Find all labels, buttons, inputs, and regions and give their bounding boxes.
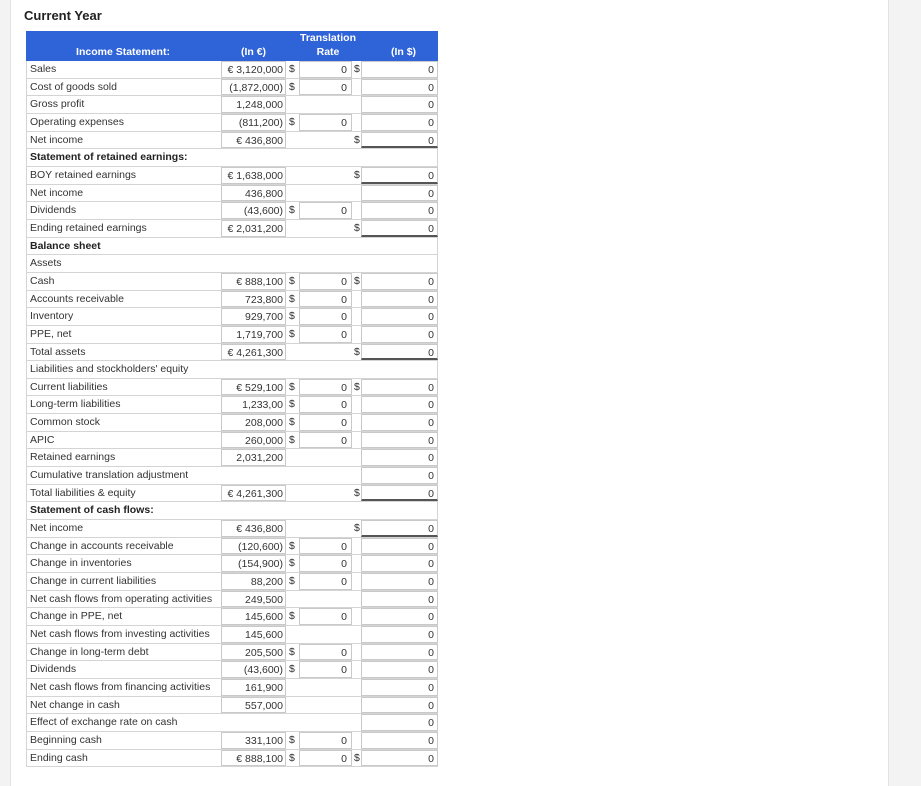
eur-amount[interactable]: € 2,031,200 xyxy=(221,220,286,237)
eur-amount[interactable]: 249,500 xyxy=(221,591,286,608)
table-row xyxy=(26,185,438,203)
rate-dollar-sign: $ xyxy=(289,380,295,393)
table-row xyxy=(26,750,438,768)
eur-amount[interactable]: (1,872,000) xyxy=(221,79,286,96)
translation-rate-input xyxy=(299,485,352,502)
table-row xyxy=(26,414,438,432)
usd-amount-input xyxy=(361,149,438,166)
rate-dollar-sign xyxy=(287,255,299,272)
eur-amount[interactable]: (43,600) xyxy=(221,202,286,219)
header-usd: (In $) xyxy=(390,46,417,58)
rate-dollar-sign xyxy=(287,220,299,237)
table-row xyxy=(26,697,438,715)
translation-rate-input xyxy=(299,149,352,166)
rate-dollar-sign xyxy=(287,167,299,184)
table-row xyxy=(26,326,438,344)
row-label: Dividends xyxy=(26,661,220,678)
table-row xyxy=(26,379,438,397)
table-row xyxy=(26,361,438,379)
usd-amount-input[interactable]: 0 xyxy=(361,467,438,484)
rate-dollar-sign: $ xyxy=(289,751,295,764)
row-label: Balance sheet xyxy=(26,238,220,255)
translation-rate-input xyxy=(299,167,352,184)
table-row xyxy=(26,467,438,485)
translation-rate-input[interactable]: 0 xyxy=(299,661,352,678)
row-label: Sales xyxy=(26,61,220,78)
usd-amount-input[interactable]: 0 xyxy=(361,273,438,290)
table-row xyxy=(26,220,438,238)
rate-dollar-sign xyxy=(287,626,299,643)
translation-rate-input xyxy=(299,520,352,537)
eur-amount[interactable]: 436,800 xyxy=(221,185,286,202)
row-label: APIC xyxy=(26,432,220,449)
usd-dollar-sign: $ xyxy=(354,63,360,75)
eur-amount[interactable]: 557,000 xyxy=(221,697,286,714)
eur-amount xyxy=(221,361,286,378)
row-label: Net change in cash xyxy=(26,697,220,714)
table-row xyxy=(26,714,438,732)
usd-amount-input[interactable]: 0 xyxy=(361,61,438,78)
rate-dollar-sign xyxy=(287,502,299,519)
translation-rate-input xyxy=(299,344,352,361)
row-label: Change in current liabilities xyxy=(26,573,220,590)
row-label: Beginning cash xyxy=(26,732,220,749)
usd-amount-input[interactable]: 0 xyxy=(361,520,438,537)
eur-amount[interactable]: 723,800 xyxy=(221,291,286,308)
rate-dollar-sign: $ xyxy=(289,327,295,340)
translation-rate-input[interactable]: 0 xyxy=(299,308,352,325)
table-row xyxy=(26,344,438,362)
row-label: Retained earnings xyxy=(26,449,220,466)
usd-amount-input[interactable]: 0 xyxy=(361,379,438,396)
table-row xyxy=(26,202,438,220)
usd-amount-input xyxy=(361,238,438,255)
table-row xyxy=(26,502,438,520)
row-label: BOY retained earnings xyxy=(26,167,220,184)
translation-rate-input[interactable]: 0 xyxy=(299,732,352,749)
rate-dollar-sign: $ xyxy=(289,663,295,676)
usd-amount-input[interactable]: 0 xyxy=(361,538,438,555)
eur-amount[interactable]: (154,900) xyxy=(221,555,286,572)
usd-dollar-sign: $ xyxy=(354,345,360,358)
usd-amount-input[interactable]: 0 xyxy=(361,79,438,96)
translation-rate-input[interactable]: 0 xyxy=(299,326,352,343)
table-row xyxy=(26,732,438,750)
usd-amount-input[interactable]: 0 xyxy=(361,414,438,431)
table-row xyxy=(26,644,438,662)
usd-amount-input xyxy=(361,255,438,272)
rate-dollar-sign: $ xyxy=(289,274,295,287)
usd-amount-input[interactable]: 0 xyxy=(361,750,438,767)
usd-amount-input[interactable]: 0 xyxy=(361,644,438,661)
translation-rate-input xyxy=(299,185,352,202)
rate-dollar-sign: $ xyxy=(289,398,295,411)
rate-dollar-sign: $ xyxy=(289,433,295,446)
eur-amount[interactable]: 205,500 xyxy=(221,644,286,661)
eur-amount[interactable]: 929,700 xyxy=(221,308,286,325)
usd-amount-input[interactable]: 0 xyxy=(361,485,438,502)
eur-amount[interactable]: (811,200) xyxy=(221,114,286,131)
table-row xyxy=(26,538,438,556)
rate-dollar-sign xyxy=(287,467,299,484)
rate-dollar-sign xyxy=(287,591,299,608)
usd-amount-input xyxy=(361,361,438,378)
translation-rate-input xyxy=(299,449,352,466)
usd-dollar-sign: $ xyxy=(354,751,360,764)
rate-dollar-sign xyxy=(287,449,299,466)
row-label: Net income xyxy=(26,132,220,149)
header-translation: Translation xyxy=(299,32,356,44)
page-title: Current Year xyxy=(24,8,102,23)
row-label: Net cash flows from operating activities xyxy=(26,591,220,608)
table-row xyxy=(26,238,438,256)
row-label: Long-term liabilities xyxy=(26,396,220,413)
row-label: Cost of goods sold xyxy=(26,79,220,96)
translation-rate-input xyxy=(299,96,352,113)
eur-amount[interactable]: € 3,120,000 xyxy=(221,61,286,78)
usd-amount-input xyxy=(361,502,438,519)
translation-rate-input[interactable]: 0 xyxy=(299,114,352,131)
header-rate: Rate xyxy=(316,46,340,58)
translation-rate-input xyxy=(299,361,352,378)
usd-amount-input[interactable]: 0 xyxy=(361,573,438,590)
translation-rate-input xyxy=(299,255,352,272)
row-label: Net cash flows from financing activities xyxy=(26,679,220,696)
row-label: Change in long-term debt xyxy=(26,644,220,661)
rate-dollar-sign: $ xyxy=(289,310,295,323)
usd-amount-input[interactable]: 0 xyxy=(361,697,438,714)
eur-amount[interactable]: 2,031,200 xyxy=(221,449,286,466)
row-label: Ending cash xyxy=(26,750,220,767)
eur-amount[interactable]: 260,000 xyxy=(221,432,286,449)
row-label: Assets xyxy=(26,255,220,272)
rate-dollar-sign xyxy=(287,679,299,696)
translation-rate-input[interactable]: 0 xyxy=(299,608,352,625)
table-row xyxy=(26,626,438,644)
rate-dollar-sign xyxy=(287,714,299,731)
translation-rate-input xyxy=(299,502,352,519)
usd-dollar-sign: $ xyxy=(354,522,360,535)
table-row xyxy=(26,449,438,467)
header-income-statement: Income Statement: xyxy=(76,46,170,58)
translation-rate-input xyxy=(299,591,352,608)
translation-rate-input[interactable]: 0 xyxy=(299,61,352,78)
row-label: Net income xyxy=(26,185,220,202)
row-label: Total liabilities & equity xyxy=(26,485,220,502)
row-label: Change in inventories xyxy=(26,555,220,572)
eur-amount xyxy=(221,255,286,272)
usd-amount-input[interactable]: 0 xyxy=(361,114,438,131)
row-label: Current liabilities xyxy=(26,379,220,396)
usd-dollar-sign: $ xyxy=(354,168,360,181)
translation-rate-input[interactable]: 0 xyxy=(299,202,352,219)
rate-dollar-sign: $ xyxy=(289,115,295,128)
rate-dollar-sign: $ xyxy=(289,539,295,552)
eur-amount[interactable]: € 436,800 xyxy=(221,132,286,149)
eur-amount[interactable]: € 888,100 xyxy=(221,750,286,767)
usd-amount-input[interactable]: 0 xyxy=(361,344,438,361)
table-row xyxy=(26,96,438,114)
eur-amount[interactable]: (43,600) xyxy=(221,661,286,678)
rate-dollar-sign xyxy=(287,185,299,202)
usd-amount-input[interactable]: 0 xyxy=(361,432,438,449)
translation-rate-input xyxy=(299,679,352,696)
row-label: Liabilities and stockholders' equity xyxy=(26,361,220,378)
translation-rate-input[interactable]: 0 xyxy=(299,79,352,96)
usd-amount-input[interactable]: 0 xyxy=(361,326,438,343)
table-row xyxy=(26,291,438,309)
rate-dollar-sign xyxy=(287,96,299,113)
eur-amount xyxy=(221,238,286,255)
translation-rate-input[interactable]: 0 xyxy=(299,414,352,431)
usd-dollar-sign: $ xyxy=(354,380,360,393)
usd-amount-input[interactable]: 0 xyxy=(361,591,438,608)
eur-amount[interactable]: 145,600 xyxy=(221,608,286,625)
row-label: Statement of cash flows: xyxy=(26,502,220,519)
table-row xyxy=(26,255,438,273)
rate-dollar-sign: $ xyxy=(289,610,295,623)
usd-dollar-sign: $ xyxy=(354,133,360,146)
table-row xyxy=(26,114,438,132)
row-label: Common stock xyxy=(26,414,220,431)
eur-amount[interactable]: 331,100 xyxy=(221,732,286,749)
table-row xyxy=(26,396,438,414)
row-label: Change in accounts receivable xyxy=(26,538,220,555)
translation-rate-input xyxy=(299,220,352,237)
rate-dollar-sign: $ xyxy=(289,416,295,429)
row-label: Statement of retained earnings: xyxy=(26,149,220,166)
rate-dollar-sign: $ xyxy=(289,557,295,570)
row-label: Change in PPE, net xyxy=(26,608,220,625)
rate-dollar-sign: $ xyxy=(289,204,295,217)
row-label: Accounts receivable xyxy=(26,291,220,308)
table-row xyxy=(26,555,438,573)
table-row xyxy=(26,573,438,591)
usd-amount-input[interactable]: 0 xyxy=(361,96,438,113)
table-row xyxy=(26,608,438,626)
translation-rate-input xyxy=(299,697,352,714)
row-label: PPE, net xyxy=(26,326,220,343)
rate-dollar-sign xyxy=(287,697,299,714)
translation-rate-input[interactable]: 0 xyxy=(299,538,352,555)
translation-rate-input xyxy=(299,238,352,255)
eur-amount[interactable]: 1,233,00 xyxy=(221,396,286,413)
eur-amount[interactable]: 1,719,700 xyxy=(221,326,286,343)
eur-amount xyxy=(221,149,286,166)
row-label: Effect of exchange rate on cash xyxy=(26,714,220,731)
usd-amount-input[interactable]: 0 xyxy=(361,714,438,731)
translation-rate-input[interactable]: 0 xyxy=(299,555,352,572)
usd-amount-input[interactable]: 0 xyxy=(361,291,438,308)
table-row xyxy=(26,485,438,503)
usd-amount-input[interactable]: 0 xyxy=(361,626,438,643)
table-row xyxy=(26,432,438,450)
eur-amount xyxy=(221,502,286,519)
usd-amount-input[interactable]: 0 xyxy=(361,732,438,749)
usd-amount-input[interactable]: 0 xyxy=(361,220,438,237)
row-label: Gross profit xyxy=(26,96,220,113)
usd-amount-input[interactable]: 0 xyxy=(361,449,438,466)
rate-dollar-sign: $ xyxy=(289,733,295,746)
translation-rate-input[interactable]: 0 xyxy=(299,396,352,413)
eur-amount[interactable]: 88,200 xyxy=(221,573,286,590)
usd-amount-input[interactable]: 0 xyxy=(361,396,438,413)
rate-dollar-sign: $ xyxy=(289,292,295,305)
rate-dollar-sign xyxy=(287,344,299,361)
usd-dollar-sign: $ xyxy=(354,221,360,234)
translation-rate-input xyxy=(299,626,352,643)
rate-dollar-sign xyxy=(287,238,299,255)
usd-amount-input[interactable]: 0 xyxy=(361,555,438,572)
translation-rate-input xyxy=(299,132,352,149)
translation-rate-input[interactable]: 0 xyxy=(299,644,352,661)
translation-rate-input xyxy=(299,467,352,484)
usd-amount-input[interactable]: 0 xyxy=(361,661,438,678)
rate-dollar-sign: $ xyxy=(289,575,295,588)
translation-rate-input[interactable]: 0 xyxy=(299,750,352,767)
eur-amount[interactable]: 161,900 xyxy=(221,679,286,696)
usd-amount-input[interactable]: 0 xyxy=(361,167,438,184)
eur-amount[interactable]: € 888,100 xyxy=(221,273,286,290)
row-label: Dividends xyxy=(26,202,220,219)
translation-rate-input xyxy=(299,714,352,731)
table-body xyxy=(26,61,438,767)
eur-amount[interactable]: 1,248,000 xyxy=(221,96,286,113)
rate-dollar-sign: $ xyxy=(289,645,295,658)
translation-rate-input[interactable]: 0 xyxy=(299,432,352,449)
row-label: Operating expenses xyxy=(26,114,220,131)
row-label: Inventory xyxy=(26,308,220,325)
table-row xyxy=(26,679,438,697)
translation-rate-input[interactable]: 0 xyxy=(299,291,352,308)
rate-dollar-sign xyxy=(287,132,299,149)
translation-table xyxy=(26,31,438,767)
eur-amount xyxy=(221,714,286,731)
usd-amount-input[interactable]: 0 xyxy=(361,308,438,325)
table-row xyxy=(26,132,438,150)
eur-amount xyxy=(221,467,286,484)
row-label: Cash xyxy=(26,273,220,290)
eur-amount[interactable]: € 4,261,300 xyxy=(221,485,286,502)
rate-dollar-sign xyxy=(287,520,299,537)
row-label: Cumulative translation adjustment xyxy=(26,467,220,484)
row-label: Net cash flows from investing activities xyxy=(26,626,220,643)
table-row xyxy=(26,661,438,679)
table-row xyxy=(26,520,438,538)
table-row xyxy=(26,61,438,79)
table-row xyxy=(26,149,438,167)
table-header xyxy=(26,31,438,61)
row-label: Net income xyxy=(26,520,220,537)
worksheet-card xyxy=(10,0,889,786)
eur-amount[interactable]: € 529,100 xyxy=(221,379,286,396)
table-row xyxy=(26,308,438,326)
rate-dollar-sign xyxy=(287,149,299,166)
row-label: Ending retained earnings xyxy=(26,220,220,237)
eur-amount[interactable]: (120,600) xyxy=(221,538,286,555)
eur-amount[interactable]: 208,000 xyxy=(221,414,286,431)
table-row xyxy=(26,591,438,609)
eur-amount[interactable]: € 436,800 xyxy=(221,520,286,537)
usd-amount-input[interactable]: 0 xyxy=(361,608,438,625)
eur-amount[interactable]: € 4,261,300 xyxy=(221,344,286,361)
row-label: Total assets xyxy=(26,344,220,361)
rate-dollar-sign xyxy=(287,485,299,502)
eur-amount[interactable]: € 1,638,000 xyxy=(221,167,286,184)
translation-rate-input[interactable]: 0 xyxy=(299,273,352,290)
usd-dollar-sign: $ xyxy=(354,486,360,499)
usd-amount-input[interactable]: 0 xyxy=(361,132,438,149)
usd-amount-input[interactable]: 0 xyxy=(361,202,438,219)
table-row xyxy=(26,167,438,185)
translation-rate-input[interactable]: 0 xyxy=(299,379,352,396)
table-row xyxy=(26,79,438,97)
rate-dollar-sign xyxy=(287,361,299,378)
rate-dollar-sign: $ xyxy=(289,80,295,93)
table-row xyxy=(26,273,438,291)
eur-amount[interactable]: 145,600 xyxy=(221,626,286,643)
usd-dollar-sign: $ xyxy=(354,274,360,287)
header-eur: (In €) xyxy=(240,46,267,58)
translation-rate-input[interactable]: 0 xyxy=(299,573,352,590)
usd-amount-input[interactable]: 0 xyxy=(361,185,438,202)
usd-amount-input[interactable]: 0 xyxy=(361,679,438,696)
rate-dollar-sign: $ xyxy=(289,63,295,75)
